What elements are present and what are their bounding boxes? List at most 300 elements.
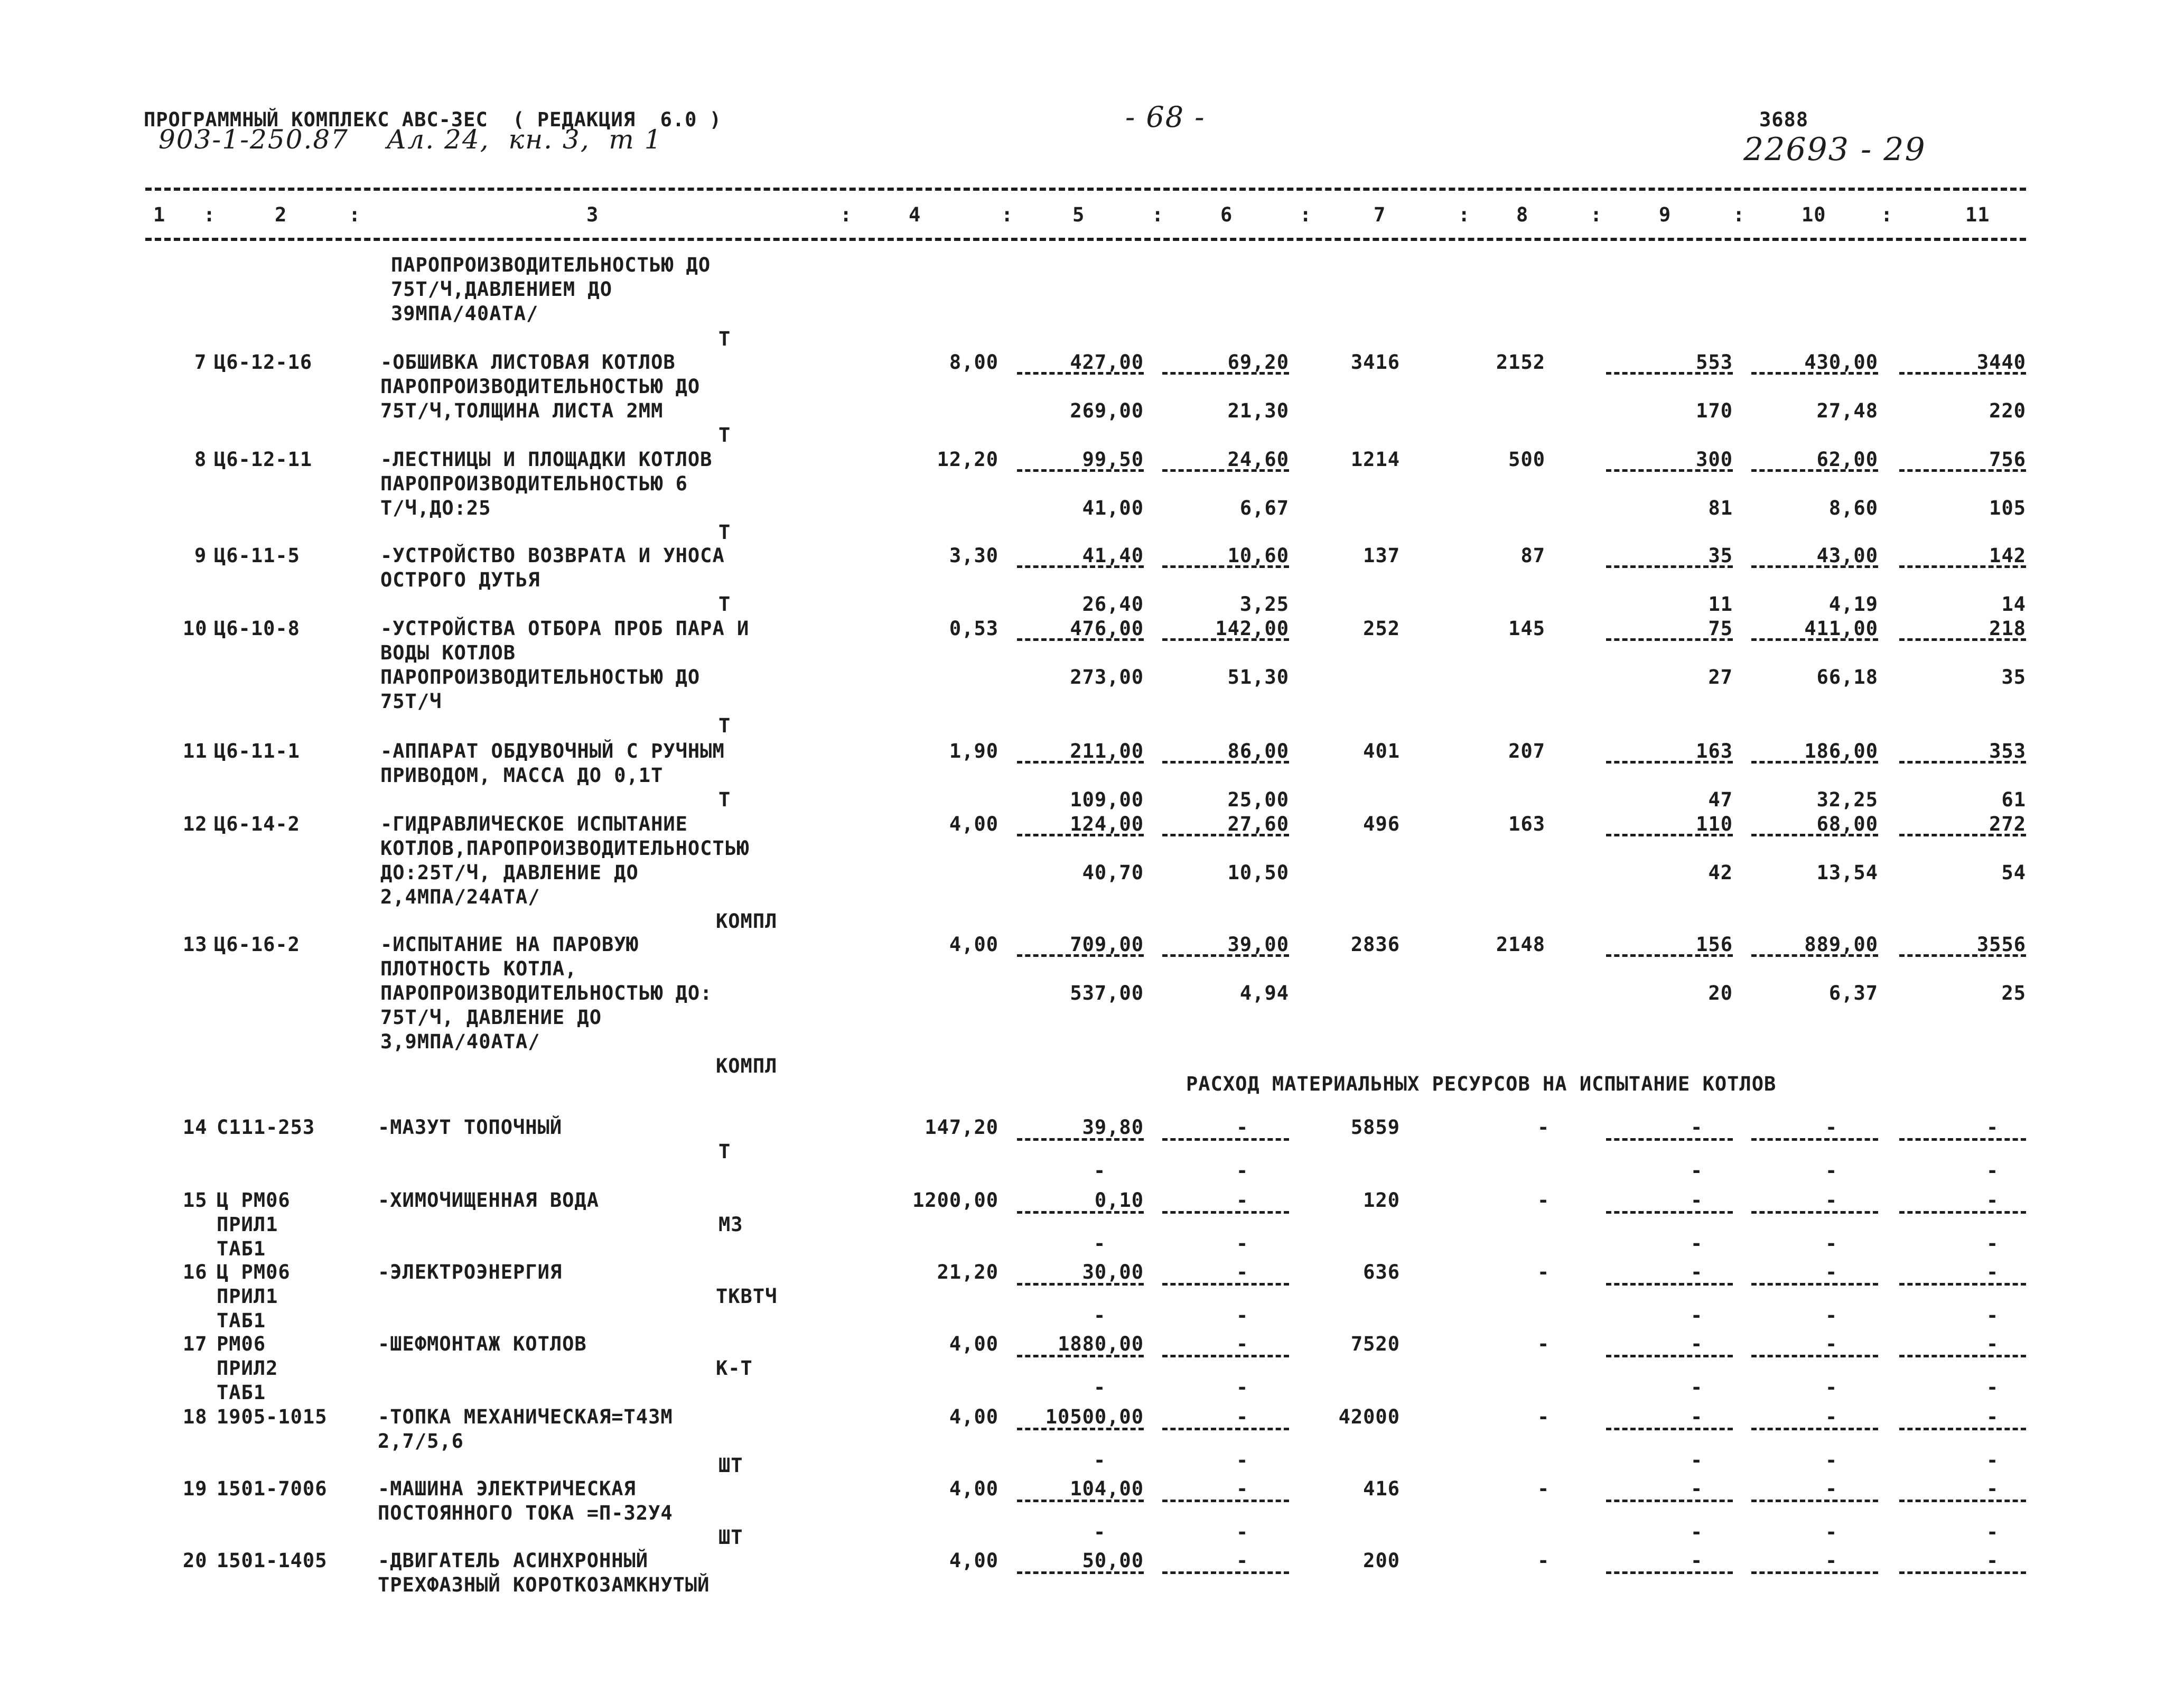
row-subtotal-rule <box>1606 761 1733 764</box>
row-code: Ц6-16-2 <box>214 933 300 956</box>
material-row-wage: - <box>1236 1405 1249 1428</box>
material-row-code-line: ПРИЛ2 <box>217 1357 278 1380</box>
row-labor-total: 272 <box>1989 813 2026 835</box>
material-row-rule <box>1162 1571 1289 1574</box>
material-row-description-line: 2,7/5,6 <box>378 1430 464 1453</box>
material-row-empty-mark: - <box>1691 1405 1703 1428</box>
column-header-6: 6 <box>1220 203 1233 226</box>
row-labor-total: 3440 <box>1976 351 2026 374</box>
material-row-rule <box>1751 1355 1878 1357</box>
handwritten-code: 22693 - 29 <box>1743 131 1926 168</box>
material-row-rule <box>1751 1428 1878 1430</box>
material-row-rule <box>1162 1500 1289 1502</box>
material-row-total-wage: - <box>1537 1116 1550 1139</box>
row-subtotal-rule <box>1162 834 1289 836</box>
row-machine-cost: 75 <box>1708 617 1733 640</box>
material-row-rule <box>1899 1428 2026 1430</box>
row-description-line: -ЛЕСТНИЦЫ И ПЛОЩАДКИ КОТЛОВ <box>380 448 713 471</box>
row-labor-machine-total: 61 <box>2001 788 2026 811</box>
material-row-number: 16 <box>183 1261 208 1283</box>
row-quantity: 1,90 <box>949 740 998 762</box>
material-row-description-line: -ЭЛЕКТРОЭНЕРГИЯ <box>378 1261 563 1283</box>
row-subtotal-rule <box>1899 761 2026 764</box>
material-row-total: 5859 <box>1350 1116 1400 1139</box>
material-row-price: 10500,00 <box>1045 1405 1144 1428</box>
row-quantity: 4,00 <box>949 813 998 835</box>
row-number: 7 <box>194 351 207 374</box>
row-labor-machine-total: 14 <box>2001 593 2026 616</box>
material-row-rule <box>1751 1138 1878 1141</box>
material-row-total-wage: - <box>1537 1549 1550 1572</box>
row-description-line: -ОБШИВКА ЛИСТОВАЯ КОТЛОВ <box>380 351 676 374</box>
material-row-number: 14 <box>183 1116 208 1139</box>
row-subtotal-rule <box>1899 469 2026 472</box>
column-separator: : <box>1300 203 1312 226</box>
material-row-quantity: 147,20 <box>925 1116 998 1139</box>
material-row-unit: Т <box>718 1140 731 1163</box>
row-labor: 186,00 <box>1804 740 1878 762</box>
material-row-empty-mark: - <box>1825 1261 1838 1283</box>
material-row-empty-mark: - <box>1691 1449 1703 1472</box>
material-row-rule <box>1606 1355 1733 1357</box>
row-machine-wage: 25,00 <box>1227 788 1289 811</box>
material-row-quantity: 21,20 <box>937 1261 998 1283</box>
material-row-total: 42000 <box>1338 1405 1400 1428</box>
row-machine-wage: 10,50 <box>1227 861 1289 884</box>
row-total-wage: 2148 <box>1496 933 1545 956</box>
row-subtotal-rule <box>1017 834 1144 836</box>
row-machine-wage-total: 170 <box>1696 399 1733 422</box>
row-subtotal-rule <box>1606 954 1733 957</box>
material-row-wage: - <box>1236 1189 1249 1212</box>
column-header-2: 2 <box>275 203 287 226</box>
row-subtotal-rule <box>1017 761 1144 764</box>
intro-description-line: ПАРОПРОИЗВОДИТЕЛЬНОСТЬЮ ДО <box>391 254 711 276</box>
material-row-rule <box>1017 1283 1144 1286</box>
column-separator: : <box>1001 203 1014 226</box>
row-description-line: Т/Ч,ДО:25 <box>380 497 491 519</box>
row-code: Ц6-12-11 <box>214 448 313 471</box>
row-machine-cost: 553 <box>1696 351 1733 374</box>
row-unit: КОМПЛ <box>716 1055 778 1077</box>
material-row-empty-mark: - <box>1986 1477 1999 1500</box>
material-row-description-line: ПОСТОЯННОГО ТОКА =П-32У4 <box>378 1502 673 1524</box>
row-subtotal-rule <box>1899 565 2026 568</box>
row-machine-price: 269,00 <box>1070 399 1144 422</box>
row-code: Ц6-14-2 <box>214 813 300 835</box>
material-row-empty-mark: - <box>1691 1159 1703 1182</box>
row-machine-wage-total: 11 <box>1708 593 1733 616</box>
material-row-empty-mark: - <box>1691 1304 1703 1327</box>
row-subtotal-rule <box>1162 638 1289 641</box>
row-machine-price: 537,00 <box>1070 982 1144 1004</box>
row-labor: 430,00 <box>1804 351 1878 374</box>
material-row-empty-mark: - <box>1691 1376 1703 1399</box>
material-row-empty-mark: - <box>1094 1376 1106 1399</box>
material-row-code-line: Ц РМ06 <box>217 1261 291 1283</box>
row-subtotal-rule <box>1162 565 1289 568</box>
material-row-total: 7520 <box>1350 1333 1400 1355</box>
row-subtotal-rule <box>1162 372 1289 375</box>
row-subtotal-rule <box>1751 761 1878 764</box>
row-subtotal-rule <box>1017 638 1144 641</box>
row-unit-wage: 69,20 <box>1227 351 1289 374</box>
material-row-number: 19 <box>183 1477 208 1500</box>
row-total-cost: 252 <box>1363 617 1400 640</box>
row-number: 11 <box>183 740 208 762</box>
material-row-empty-mark: - <box>1986 1521 1999 1543</box>
material-row-quantity: 4,00 <box>949 1333 998 1355</box>
row-subtotal-rule <box>1606 372 1733 375</box>
column-separator: : <box>840 203 853 226</box>
row-code: Ц6-12-16 <box>214 351 313 374</box>
row-description-line: 75Т/Ч, ДАВЛЕНИЕ ДО <box>380 1006 602 1029</box>
material-row-empty-mark: - <box>1691 1477 1703 1500</box>
row-description-line: 3,9МПА/40АТА/ <box>380 1030 540 1053</box>
material-row-code-line: 1501-1405 <box>217 1549 328 1572</box>
row-number: 8 <box>194 448 207 471</box>
material-row-number: 15 <box>183 1189 208 1212</box>
row-description-line: ПАРОПРОИЗВОДИТЕЛЬНОСТЬЮ ДО: <box>380 982 713 1004</box>
material-row-code-line: Ц РМ06 <box>217 1189 291 1212</box>
material-row-rule <box>1751 1500 1878 1502</box>
row-number: 13 <box>183 933 208 956</box>
material-row-price: 30,00 <box>1082 1261 1144 1283</box>
column-separator: : <box>349 203 361 226</box>
row-labor-machine-total: 54 <box>2001 861 2026 884</box>
row-labor: 889,00 <box>1804 933 1878 956</box>
material-row-rule <box>1017 1355 1144 1357</box>
row-labor-total: 218 <box>1989 617 2026 640</box>
material-row-unit: К-Т <box>716 1357 753 1380</box>
material-row-code-line: 1501-7006 <box>217 1477 328 1500</box>
row-subtotal-rule <box>1606 469 1733 472</box>
row-description-line: -УСТРОЙСТВА ОТБОРА ПРОБ ПАРА И <box>380 617 750 640</box>
material-row-rule <box>1751 1211 1878 1214</box>
material-row-rule <box>1017 1211 1144 1214</box>
material-row-empty-mark: - <box>1825 1116 1838 1139</box>
row-labor-machine-total: 220 <box>1989 399 2026 422</box>
row-subtotal-rule <box>1162 469 1289 472</box>
column-separator: : <box>1152 203 1164 226</box>
row-machine-wage: 21,30 <box>1227 399 1289 422</box>
row-description-line: ОСТРОГО ДУТЬЯ <box>380 569 540 591</box>
row-subtotal-rule <box>1751 834 1878 836</box>
row-description-line: ПАРОПРОИЗВОДИТЕЛЬНОСТЬЮ ДО <box>380 666 701 688</box>
material-row-empty-mark: - <box>1691 1549 1703 1572</box>
row-unit-wage: 39,00 <box>1227 933 1289 956</box>
row-description-line: -ГИДРАВЛИЧЕСКОЕ ИСПЫТАНИЕ <box>380 813 688 835</box>
row-labor-machine: 6,37 <box>1828 982 1878 1004</box>
material-row-rule <box>1899 1211 2026 1214</box>
handwritten-reference: 903-1-250.87 Ал. 24, кн. 3, т 1 <box>158 124 662 155</box>
material-row-empty-mark: - <box>1986 1333 1999 1355</box>
material-row-empty-mark: - <box>1825 1449 1838 1472</box>
row-code: Ц6-11-1 <box>214 740 300 762</box>
row-description-line: ДО:25Т/Ч, ДАВЛЕНИЕ ДО <box>380 861 639 884</box>
material-row-empty-mark: - <box>1094 1304 1106 1327</box>
row-labor-machine: 8,60 <box>1828 497 1878 519</box>
material-row-price: 104,00 <box>1070 1477 1144 1500</box>
material-row-empty-mark: - <box>1986 1261 1999 1283</box>
row-subtotal-rule <box>1017 565 1144 568</box>
material-row-wage: - <box>1236 1116 1249 1139</box>
material-row-empty-mark: - <box>1236 1376 1249 1399</box>
row-unit-price: 709,00 <box>1070 933 1144 956</box>
material-row-number: 18 <box>183 1405 208 1428</box>
row-labor-machine: 13,54 <box>1816 861 1878 884</box>
material-row-empty-mark: - <box>1094 1232 1106 1255</box>
column-header-1: 1 <box>153 203 166 226</box>
material-row-code-line: ПРИЛ1 <box>217 1285 278 1308</box>
row-subtotal-rule <box>1899 954 2026 957</box>
row-machine-cost: 110 <box>1696 813 1733 835</box>
column-header-7: 7 <box>1374 203 1386 226</box>
row-machine-price: 273,00 <box>1070 666 1144 688</box>
material-row-rule <box>1606 1283 1733 1286</box>
row-labor-machine: 27,48 <box>1816 399 1878 422</box>
row-machine-wage-total: 27 <box>1708 666 1733 688</box>
material-section-title: РАСХОД МАТЕРИАЛЬНЫХ РЕСУРСОВ НА ИСПЫТАНИЕ КОТЛОВ <box>1186 1073 1777 1095</box>
material-row-rule <box>1017 1500 1144 1502</box>
intro-description-line: 39МПА/40АТА/ <box>391 302 539 325</box>
row-description-line: ПАРОПРОИЗВОДИТЕЛЬНОСТЬЮ ДО <box>380 375 701 398</box>
material-row-empty-mark: - <box>1825 1376 1838 1399</box>
row-labor-total: 353 <box>1989 740 2026 762</box>
material-row-empty-mark: - <box>1986 1159 1999 1182</box>
material-row-number: 20 <box>183 1549 208 1572</box>
material-row-total: 416 <box>1363 1477 1400 1500</box>
row-total-cost: 137 <box>1363 544 1400 567</box>
material-row-description-line: -МАШИНА ЭЛЕКТРИЧЕСКАЯ <box>378 1477 636 1500</box>
row-description-line: ПРИВОДОМ, МАССА ДО 0,1Т <box>380 764 664 787</box>
material-row-number: 17 <box>183 1333 208 1355</box>
row-total-cost: 401 <box>1363 740 1400 762</box>
row-machine-cost: 156 <box>1696 933 1733 956</box>
row-unit-price: 427,00 <box>1070 351 1144 374</box>
row-subtotal-rule <box>1162 954 1289 957</box>
row-labor-total: 142 <box>1989 544 2026 567</box>
material-row-empty-mark: - <box>1825 1189 1838 1212</box>
row-machine-cost: 300 <box>1696 448 1733 471</box>
material-row-rule <box>1606 1500 1733 1502</box>
row-number: 9 <box>194 544 207 567</box>
column-header-4: 4 <box>909 203 921 226</box>
material-row-code-line: РМ06 <box>217 1333 266 1355</box>
row-unit: Т <box>718 328 731 350</box>
row-subtotal-rule <box>1606 565 1733 568</box>
row-unit-wage: 142,00 <box>1215 617 1289 640</box>
material-row-total: 636 <box>1363 1261 1400 1283</box>
material-row-rule <box>1899 1138 2026 1141</box>
material-row-code-line: ПРИЛ1 <box>217 1213 278 1236</box>
row-subtotal-rule <box>1899 372 2026 375</box>
material-row-wage: - <box>1236 1549 1249 1572</box>
row-subtotal-rule <box>1606 834 1733 836</box>
row-description-line: ПАРОПРОИЗВОДИТЕЛЬНОСТЬЮ 6 <box>380 472 688 495</box>
material-row-price: 39,80 <box>1082 1116 1144 1139</box>
material-row-unit: ШТ <box>718 1454 743 1477</box>
row-total-cost: 1214 <box>1350 448 1400 471</box>
row-total-cost: 3416 <box>1350 351 1400 374</box>
program-header: ПРОГРАММНЫЙ КОМПЛЕКС АВС-ЗЕС ( РЕДАКЦИЯ 6.0 ) <box>144 108 722 131</box>
material-row-quantity: 4,00 <box>949 1405 998 1428</box>
material-row-empty-mark: - <box>1236 1449 1249 1472</box>
material-row-empty-mark: - <box>1236 1521 1249 1543</box>
row-machine-wage-total: 42 <box>1708 861 1733 884</box>
row-quantity: 3,30 <box>949 544 998 567</box>
row-quantity: 4,00 <box>949 933 998 956</box>
row-labor: 68,00 <box>1816 813 1878 835</box>
row-machine-price: 26,40 <box>1082 593 1144 616</box>
row-subtotal-rule <box>1017 469 1144 472</box>
row-machine-wage: 3,25 <box>1239 593 1289 616</box>
header-top-rule <box>145 188 2026 191</box>
row-labor: 411,00 <box>1804 617 1878 640</box>
row-quantity: 8,00 <box>949 351 998 374</box>
material-row-rule <box>1606 1428 1733 1430</box>
row-description-line: ВОДЫ КОТЛОВ <box>380 641 516 664</box>
row-total-cost: 2836 <box>1350 933 1400 956</box>
header-bottom-rule <box>145 238 2026 241</box>
row-labor-machine-total: 105 <box>1989 497 2026 519</box>
row-unit-wage: 10,60 <box>1227 544 1289 567</box>
row-unit-wage: 27,60 <box>1227 813 1289 835</box>
row-unit-price: 41,40 <box>1082 544 1144 567</box>
row-subtotal-rule <box>1751 469 1878 472</box>
material-row-empty-mark: - <box>1986 1189 1999 1212</box>
material-row-total-wage: - <box>1537 1477 1550 1500</box>
material-row-empty-mark: - <box>1691 1232 1703 1255</box>
material-row-empty-mark: - <box>1825 1333 1838 1355</box>
row-description-line: -АППАРАТ ОБДУВОЧНЫЙ С РУЧНЫМ <box>380 740 725 762</box>
row-subtotal-rule <box>1017 372 1144 375</box>
material-row-empty-mark: - <box>1236 1232 1249 1255</box>
material-row-rule <box>1162 1211 1289 1214</box>
material-row-empty-mark: - <box>1986 1232 1999 1255</box>
material-row-rule <box>1162 1283 1289 1286</box>
row-description-line: ПЛОТНОСТЬ КОТЛА, <box>380 957 577 980</box>
material-row-total-wage: - <box>1537 1261 1550 1283</box>
material-row-code-line: 1905-1015 <box>217 1405 328 1428</box>
row-machine-wage-total: 81 <box>1708 497 1733 519</box>
material-row-empty-mark: - <box>1691 1116 1703 1139</box>
material-row-code-line: ТАБ1 <box>217 1309 266 1332</box>
row-machine-wage-total: 20 <box>1708 982 1733 1004</box>
row-labor: 43,00 <box>1816 544 1878 567</box>
material-row-rule <box>1899 1571 2026 1574</box>
material-row-empty-mark: - <box>1986 1376 1999 1399</box>
row-unit: Т <box>718 593 731 616</box>
material-row-price: 50,00 <box>1082 1549 1144 1572</box>
material-row-empty-mark: - <box>1691 1333 1703 1355</box>
material-row-description-line: -ШЕФМОНТАЖ КОТЛОВ <box>378 1333 587 1355</box>
row-machine-price: 40,70 <box>1082 861 1144 884</box>
material-row-total-wage: - <box>1537 1405 1550 1428</box>
row-unit: Т <box>718 714 731 737</box>
material-row-rule <box>1606 1571 1733 1574</box>
row-subtotal-rule <box>1606 638 1733 641</box>
row-description-line: 75Т/Ч,ТОЛЩИНА ЛИСТА 2ММ <box>380 399 664 422</box>
material-row-empty-mark: - <box>1094 1521 1106 1543</box>
row-machine-wage: 6,67 <box>1239 497 1289 519</box>
material-row-rule <box>1899 1500 2026 1502</box>
row-machine-wage-total: 47 <box>1708 788 1733 811</box>
intro-description-line: 75Т/Ч,ДАВЛЕНИЕМ ДО <box>391 278 612 301</box>
row-unit-price: 211,00 <box>1070 740 1144 762</box>
material-row-wage: - <box>1236 1333 1249 1355</box>
row-subtotal-rule <box>1751 638 1878 641</box>
material-row-wage: - <box>1236 1477 1249 1500</box>
page-number: - 68 - <box>1125 100 1206 134</box>
material-row-total-wage: - <box>1537 1333 1550 1355</box>
row-description-line: 2,4МПА/24АТА/ <box>380 886 540 908</box>
material-row-quantity: 1200,00 <box>912 1189 998 1212</box>
material-row-rule <box>1899 1355 2026 1357</box>
row-description-line: 75Т/Ч <box>380 690 442 713</box>
row-unit-price: 476,00 <box>1070 617 1144 640</box>
row-unit-wage: 86,00 <box>1227 740 1289 762</box>
material-row-description-line: ТРЕХФАЗНЫЙ КОРОТКОЗАМКНУТЫЙ <box>378 1574 710 1596</box>
material-row-empty-mark: - <box>1986 1449 1999 1472</box>
row-machine-cost: 163 <box>1696 740 1733 762</box>
row-subtotal-rule <box>1751 565 1878 568</box>
material-row-empty-mark: - <box>1825 1232 1838 1255</box>
row-description-line: КОТЛОВ,ПАРОПРОИЗВОДИТЕЛЬНОСТЬЮ <box>380 837 750 860</box>
row-machine-price: 109,00 <box>1070 788 1144 811</box>
material-row-unit: ШТ <box>718 1526 743 1549</box>
row-code: Ц6-10-8 <box>214 617 300 640</box>
row-number: 12 <box>183 813 208 835</box>
document-number: 3688 <box>1759 108 1809 131</box>
row-total-wage: 2152 <box>1496 351 1545 374</box>
row-subtotal-rule <box>1751 954 1878 957</box>
material-row-description-line: -ХИМОЧИЩЕННАЯ ВОДА <box>378 1189 599 1212</box>
material-row-empty-mark: - <box>1094 1449 1106 1472</box>
material-row-empty-mark: - <box>1986 1116 1999 1139</box>
row-description-line: -УСТРОЙСТВО ВОЗВРАТА И УНОСА <box>380 544 725 567</box>
row-subtotal-rule <box>1162 761 1289 764</box>
column-separator: : <box>1590 203 1603 226</box>
material-row-empty-mark: - <box>1986 1304 1999 1327</box>
column-header-8: 8 <box>1516 203 1529 226</box>
material-row-empty-mark: - <box>1825 1477 1838 1500</box>
row-unit: КОМПЛ <box>716 910 778 933</box>
material-row-description-line: -МАЗУТ ТОПОЧНЫЙ <box>378 1116 563 1139</box>
row-unit-price: 124,00 <box>1070 813 1144 835</box>
row-unit: Т <box>718 521 731 544</box>
row-unit-wage: 24,60 <box>1227 448 1289 471</box>
row-labor-machine-total: 35 <box>2001 666 2026 688</box>
row-machine-wage: 51,30 <box>1227 666 1289 688</box>
material-row-empty-mark: - <box>1691 1261 1703 1283</box>
material-row-rule <box>1017 1428 1144 1430</box>
material-row-total: 120 <box>1363 1189 1400 1212</box>
row-number: 10 <box>183 617 208 640</box>
material-row-quantity: 4,00 <box>949 1477 998 1500</box>
row-labor: 62,00 <box>1816 448 1878 471</box>
material-row-empty-mark: - <box>1094 1159 1106 1182</box>
material-row-unit: ТКВТЧ <box>716 1285 778 1308</box>
material-row-rule <box>1751 1571 1878 1574</box>
row-subtotal-rule <box>1751 372 1878 375</box>
material-row-empty-mark: - <box>1691 1189 1703 1212</box>
row-quantity: 0,53 <box>949 617 998 640</box>
column-header-5: 5 <box>1072 203 1085 226</box>
material-row-wage: - <box>1236 1261 1249 1283</box>
material-row-total: 200 <box>1363 1549 1400 1572</box>
row-labor-machine: 32,25 <box>1816 788 1878 811</box>
